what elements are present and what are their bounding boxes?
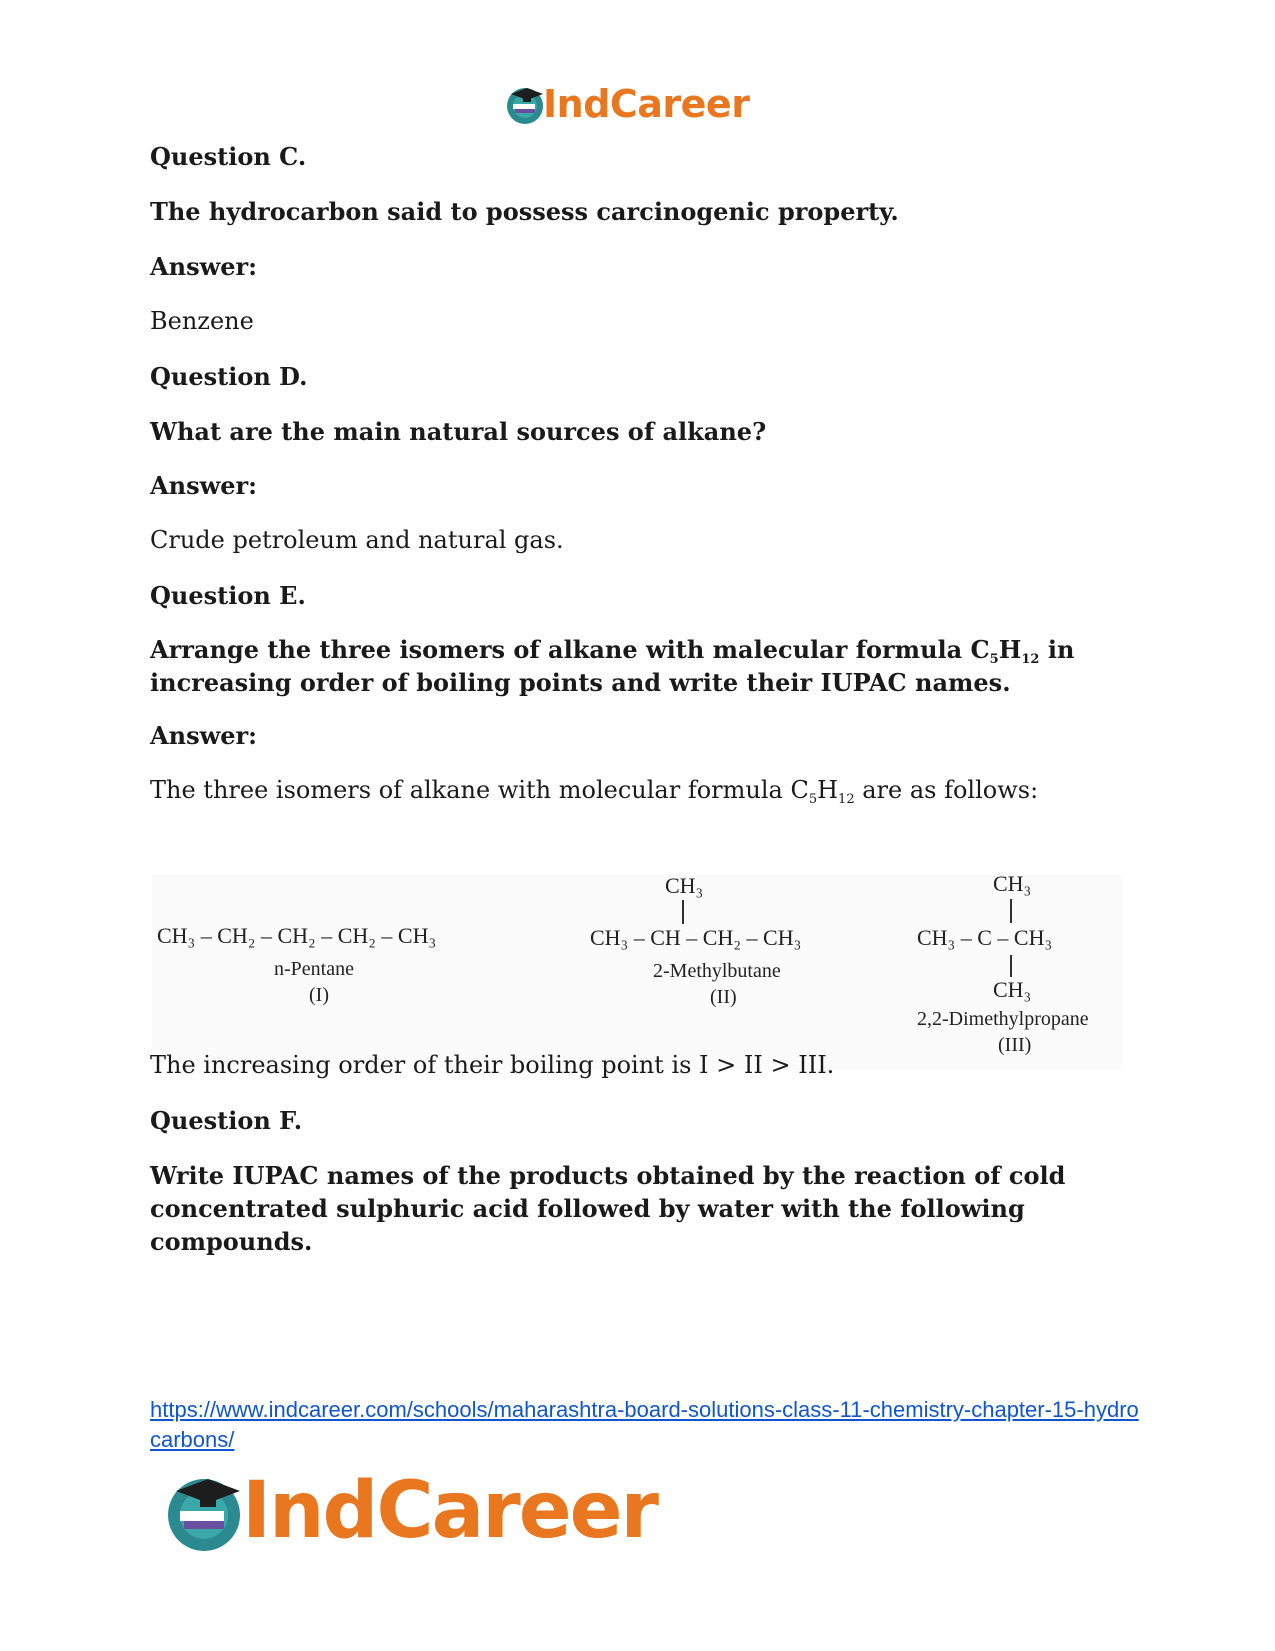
methylbutane-branch: CH₃ bbox=[665, 873, 704, 898]
n-pentane-formula: CH₃ – CH₂ – CH₂ – CH₂ – CH₃ bbox=[157, 923, 437, 948]
footer-logo[interactable] bbox=[160, 1466, 657, 1556]
question-f-heading: Question F. bbox=[150, 1106, 303, 1135]
question-d-answer-label: Answer: bbox=[150, 471, 258, 500]
answer-intro-part2: are as follows: bbox=[854, 776, 1039, 804]
subscript-5: 5 bbox=[808, 792, 818, 807]
question-e-conclusion: The increasing order of their boiling point is I > II > III. bbox=[150, 1051, 835, 1079]
isomer-structures-figure bbox=[152, 871, 1122, 1070]
question-e-text bbox=[150, 633, 1140, 699]
question-c-text: The hydrocarbon said to possess carcinogenic property. bbox=[150, 197, 899, 226]
question-e-text-part2: in increasing order of boiling points and write their IUPAC names. bbox=[150, 635, 1075, 697]
hydrogen-symbol: H bbox=[817, 776, 839, 804]
n-pentane-name: n-Pentane bbox=[274, 958, 354, 980]
question-d-heading: Question D. bbox=[150, 362, 308, 391]
logo-wordmark: IndCareer bbox=[242, 1466, 657, 1556]
subscript-5: 5 bbox=[989, 652, 999, 667]
structure-3-number: (III) bbox=[998, 1034, 1032, 1056]
dimethylpropane-name: 2,2-Dimethylpropane bbox=[917, 1008, 1089, 1030]
subscript-12: 12 bbox=[838, 792, 855, 807]
structure-2-number: (II) bbox=[710, 986, 737, 1008]
question-c-heading: Question C. bbox=[150, 142, 307, 171]
dimethylpropane-top-branch: CH₃ bbox=[993, 871, 1032, 896]
question-e-heading: Question E. bbox=[150, 581, 306, 610]
question-d-text: What are the main natural sources of alkane? bbox=[150, 417, 767, 446]
question-e-answer-intro bbox=[150, 774, 1140, 807]
question-c-answer: Benzene bbox=[150, 307, 254, 335]
source-link[interactable]: https://www.indcareer.com/schools/maharashtra-board-solutions-class-11-chemistry-chapter-15-hydrocarbons/ bbox=[150, 1397, 1139, 1452]
answer-intro-part1: The three isomers of alkane with molecular formula C bbox=[150, 776, 809, 804]
subscript-12: 12 bbox=[1021, 652, 1040, 667]
question-c-answer-label: Answer: bbox=[150, 252, 258, 281]
structure-1-number: (I) bbox=[309, 984, 329, 1006]
question-e-answer-label: Answer: bbox=[150, 721, 258, 750]
bond-line bbox=[1010, 899, 1012, 923]
bond-line bbox=[1010, 955, 1012, 977]
header-logo[interactable] bbox=[503, 80, 773, 128]
question-f-text: Write IUPAC names of the products obtained by the reaction of cold concentrated sulphuric acid followed by water with the following compounds. bbox=[150, 1161, 1066, 1256]
methylbutane-formula: CH₃ – CH – CH₂ – CH₃ bbox=[590, 925, 802, 950]
graduation-globe-icon bbox=[503, 82, 547, 126]
graduation-globe-icon bbox=[160, 1467, 248, 1555]
bond-line bbox=[682, 900, 684, 924]
logo-wordmark: IndCareer bbox=[543, 82, 750, 126]
dimethylpropane-bottom-branch: CH₃ bbox=[993, 977, 1032, 1002]
methylbutane-name: 2-Methylbutane bbox=[653, 960, 781, 982]
hydrogen-symbol: H bbox=[998, 635, 1022, 664]
question-d-answer: Crude petroleum and natural gas. bbox=[150, 526, 564, 554]
question-e-text-part1: Arrange the three isomers of alkane with malecular formula C bbox=[150, 635, 990, 664]
dimethylpropane-formula: CH₃ – C – CH₃ bbox=[917, 925, 1053, 950]
